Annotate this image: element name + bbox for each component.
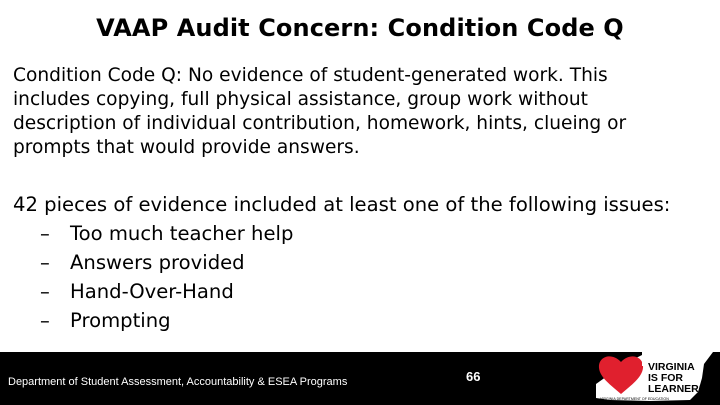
page-number: 66 (466, 369, 481, 384)
slide-title: VAAP Audit Concern: Condition Code Q (96, 14, 624, 42)
bullet-dash: – (40, 280, 50, 303)
evidence-lead: 42 pieces of evidence included at least one of the following issues: (13, 193, 671, 216)
footer-department: Department of Student Assessment, Accountability & ESEA Programs (8, 376, 348, 388)
issue-label: Too much teacher help (70, 222, 294, 245)
logo-tagline: VIRGINIA DEPARTMENT OF EDUCATION (600, 397, 669, 401)
issue-label: Answers provided (70, 251, 245, 274)
list-item (13, 219, 703, 248)
logo-line-3: LEARNERS (648, 383, 706, 395)
description-line: prompts that would provide answers. (13, 137, 360, 158)
bullet-dash: – (40, 222, 50, 245)
description-line: includes copying, full physical assistance, group work without (13, 89, 588, 110)
bullet-dash: – (40, 251, 50, 274)
issue-label: Hand-Over-Hand (70, 280, 234, 303)
virginia-logo (590, 322, 720, 405)
condition-code-description (13, 64, 703, 160)
issue-label: Prompting (70, 309, 171, 332)
logo-line-2: IS FOR (648, 372, 684, 384)
logo-line-1: VIRGINIA (648, 361, 695, 373)
description-line: Condition Code Q: No evidence of student-generated work. This (13, 65, 608, 86)
bullet-dash: – (40, 309, 50, 332)
issues-list (13, 219, 703, 335)
list-item (13, 277, 703, 306)
evidence-section (13, 190, 703, 335)
list-item (13, 248, 703, 277)
description-line: description of individual contribution, homework, hints, clueing or (13, 113, 627, 134)
